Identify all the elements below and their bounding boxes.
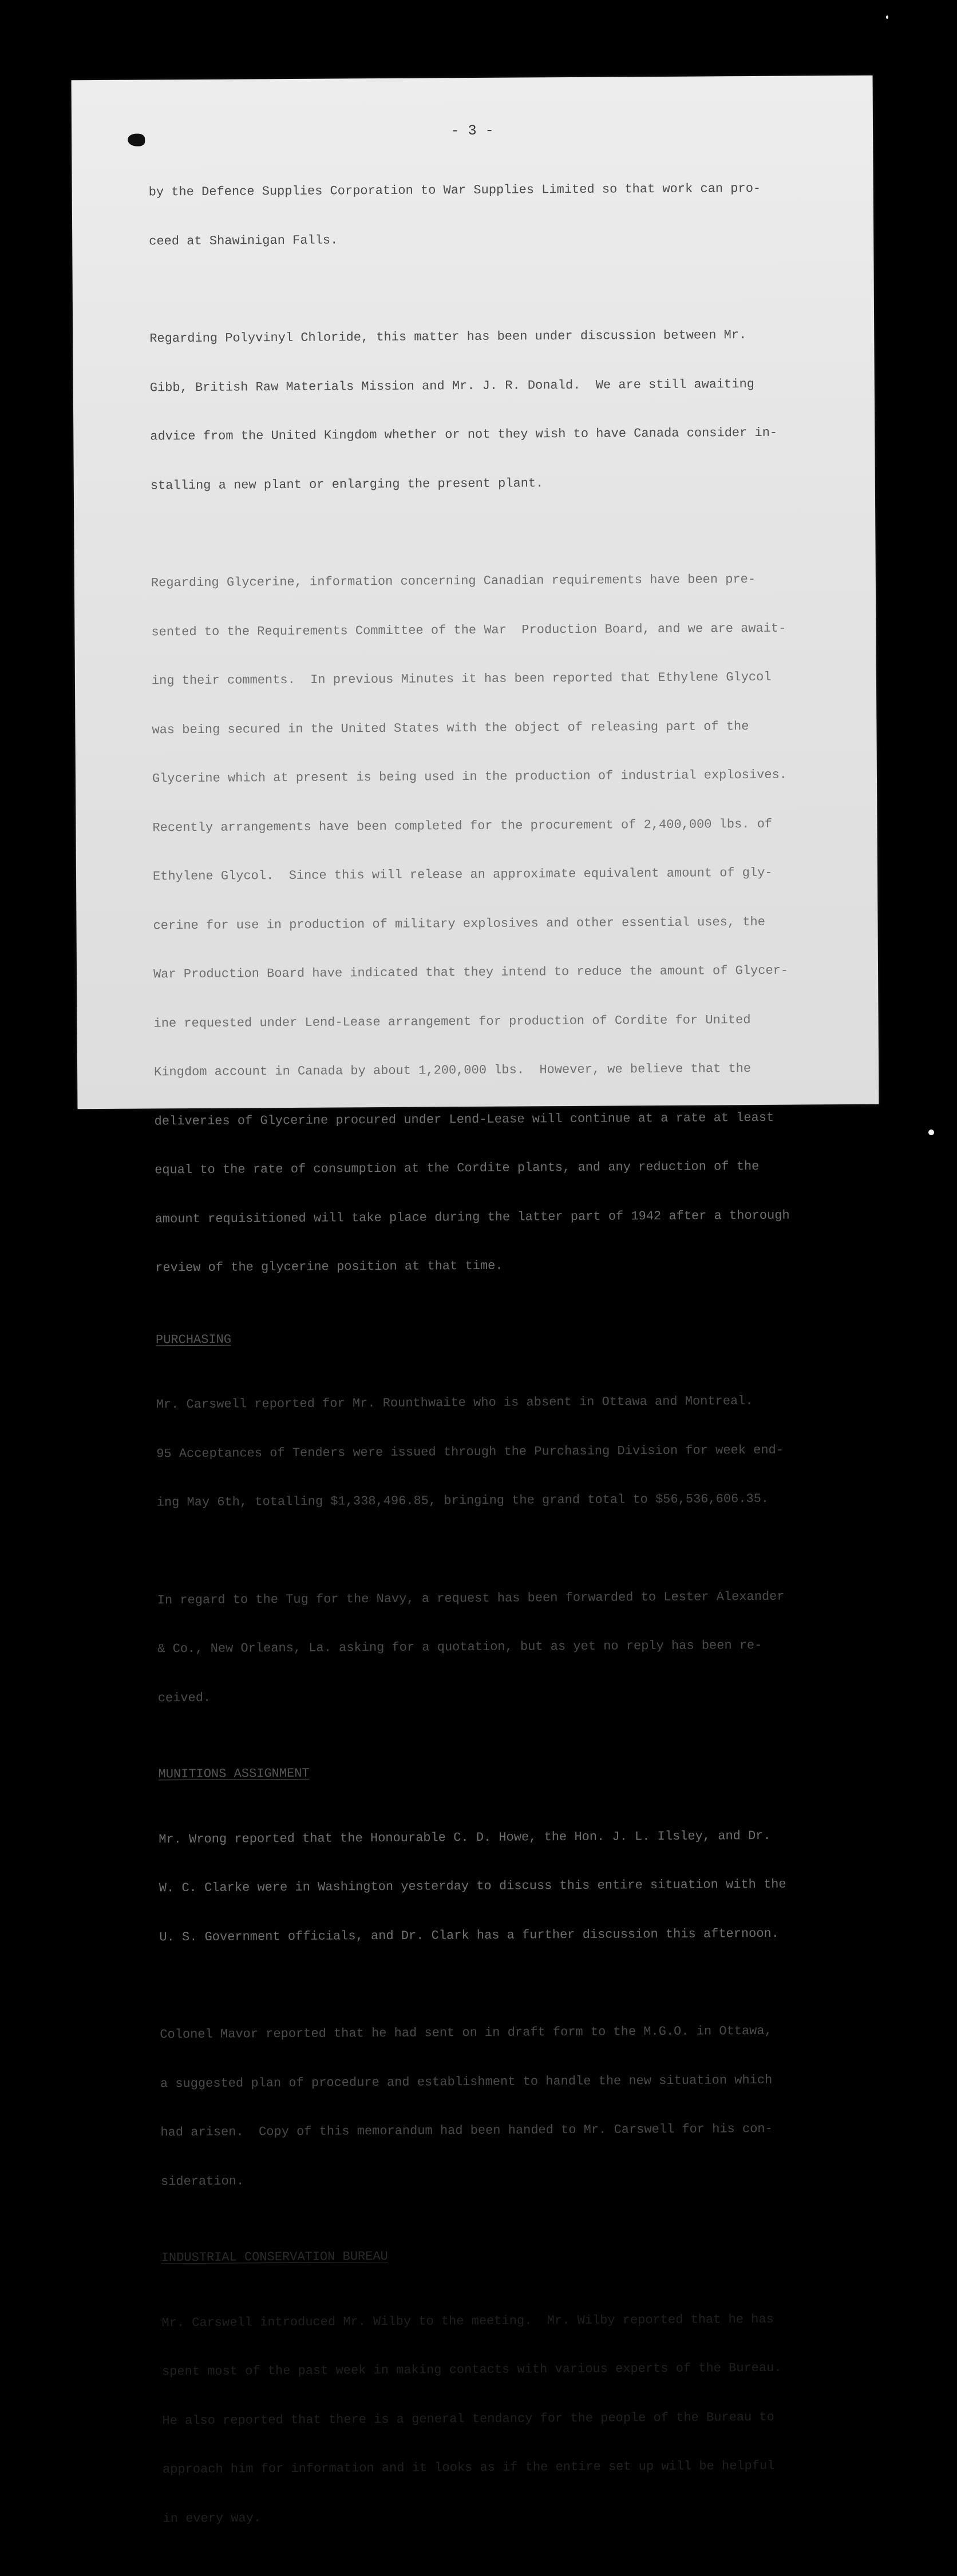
- document-body: [148, 148, 821, 2575]
- text-line: review of the glycerine position at that time.: [155, 1258, 503, 1275]
- text-line: approach him for information and it looks as if the entire set up will be helpful: [162, 2458, 775, 2477]
- film-speck: [928, 1130, 934, 1135]
- text-line: cerine for use in production of military explosives and other essential uses, the: [153, 914, 765, 933]
- text-line: spent most of the past week in making contacts with various experts of the Bureau.: [161, 2360, 782, 2379]
- text-line: Regarding Glycerine, information concerning Canadian requirements have been pre-: [151, 572, 756, 591]
- text-line: Mr. Carswell reported for Mr. Rounthwaite who is absent in Ottawa and Montreal.: [156, 1394, 753, 1412]
- text-line: Ethylene Glycol. Since this will release an approximate equivalent amount of gly-: [152, 865, 773, 884]
- text-line: Kingdom account in Canada by about 1,200,000 lbs. However, we believe that the: [154, 1061, 752, 1080]
- text-line: ing their comments. In previous Minutes it has been reported that Ethylene Glycol: [151, 669, 772, 688]
- section-heading: PURCHASING: [155, 1332, 232, 1347]
- section-munitions-assignment: [159, 1762, 820, 2222]
- text-line: Mr. Carswell introduced Mr. Wilby to the meeting. Mr. Wilby reported that he has: [161, 2312, 774, 2330]
- text-line: War Production Board have indicated that they intend to reduce the amount of Glycer-: [153, 963, 789, 982]
- paragraph: [160, 1990, 819, 2222]
- text-line: by the Defence Supplies Corporation to War Supplies Limited so that work can pro-: [148, 181, 761, 200]
- paragraph: [148, 148, 807, 282]
- text-line: ceived.: [157, 1690, 211, 1705]
- document-page: [72, 76, 879, 2526]
- text-line: had arisen. Copy of this memorandum had been handed to Mr. Carswell for his con-: [160, 2121, 773, 2140]
- paragraph: [151, 538, 813, 1309]
- text-line: Recently arrangements have been completed for the procurement of 2,400,000 lbs. of: [152, 817, 773, 835]
- text-line: a suggested plan of procedure and establishment to handle the new situation which: [160, 2072, 773, 2091]
- text-line: ine requested under Lend-Lease arrangement for production of Cordite for United: [153, 1012, 751, 1031]
- paragraph: [149, 294, 809, 526]
- text-line: Mr. Wrong reported that the Honourable C. D. Howe, the Hon. J. L. Ilsley, and Dr.: [159, 1828, 771, 1846]
- text-line: Glycerine which at present is being used in the production of industrial explosives.: [152, 767, 788, 786]
- text-line: Colonel Mavor reported that he had sent on in draft form to the M.G.O. in Ottawa,: [160, 2023, 772, 2042]
- text-line: & Co., New Orleans, La. asking for a quotation, but as yet no reply has been re-: [157, 1638, 762, 1656]
- text-line: deliveries of Glycerine procured under Lend-Lease will continue at a rate at least: [154, 1110, 774, 1128]
- text-line: Gibb, British Raw Materials Mission and Mr. J. R. Donald. We are still awaiting: [149, 377, 755, 395]
- paragraph: [161, 2278, 821, 2560]
- text-line: ceed at Shawinigan Falls.: [149, 232, 338, 248]
- text-line: U. S. Government officials, and Dr. Clark has a further discussion this afternoon.: [159, 1926, 779, 1944]
- text-line: advice from the United Kingdom whether or not they wish to have Canada consider in-: [150, 425, 778, 444]
- section-industrial-conservation-bureau: [161, 2246, 821, 2559]
- page-number: - 3 -: [450, 122, 494, 140]
- film-speck: [886, 15, 888, 19]
- text-line: ing May 6th, totalling $1,338,496.85, bringing the grand total to $56,536,606.35.: [156, 1491, 769, 1510]
- text-line: In regard to the Tug for the Navy, a request has been forwarded to Lester Alexander: [157, 1589, 785, 1607]
- text-line: sented to the Requirements Committee of the War Production Board, and we are await-: [151, 621, 786, 639]
- text-line: stalling a new plant or enlarging the present plant.: [150, 475, 544, 493]
- paragraph: [157, 1556, 816, 1739]
- section-purchasing: [156, 1328, 816, 1739]
- text-line: was being secured in the United States with the object of releasing part of the: [152, 719, 749, 737]
- section-heading: MUNITIONS ASSIGNMENT: [158, 1766, 310, 1782]
- text-line: amount requisitioned will take place during the latter part of 1942 after a thorough: [155, 1208, 790, 1226]
- text-line: He also reported that there is a general tendancy for the people of the Bureau to: [162, 2409, 774, 2428]
- text-line: W. C. Clarke were in Washington yesterday to discuss this entire situation with the: [159, 1877, 786, 1896]
- text-line: in every way.: [163, 2510, 262, 2526]
- paragraph: [159, 1795, 818, 1979]
- text-line: equal to the rate of consumption at the Cordite plants, and any reduction of the: [155, 1159, 760, 1178]
- section-heading: INDUSTRIAL CONSERVATION BUREAU: [161, 2249, 388, 2265]
- paragraph: [156, 1360, 815, 1544]
- text-line: 95 Acceptances of Tenders were issued through the Purchasing Division for week end-: [156, 1442, 784, 1461]
- text-line: sideration.: [160, 2174, 244, 2189]
- text-line: Regarding Polyvinyl Chloride, this matter has been under discussion between Mr.: [149, 328, 747, 346]
